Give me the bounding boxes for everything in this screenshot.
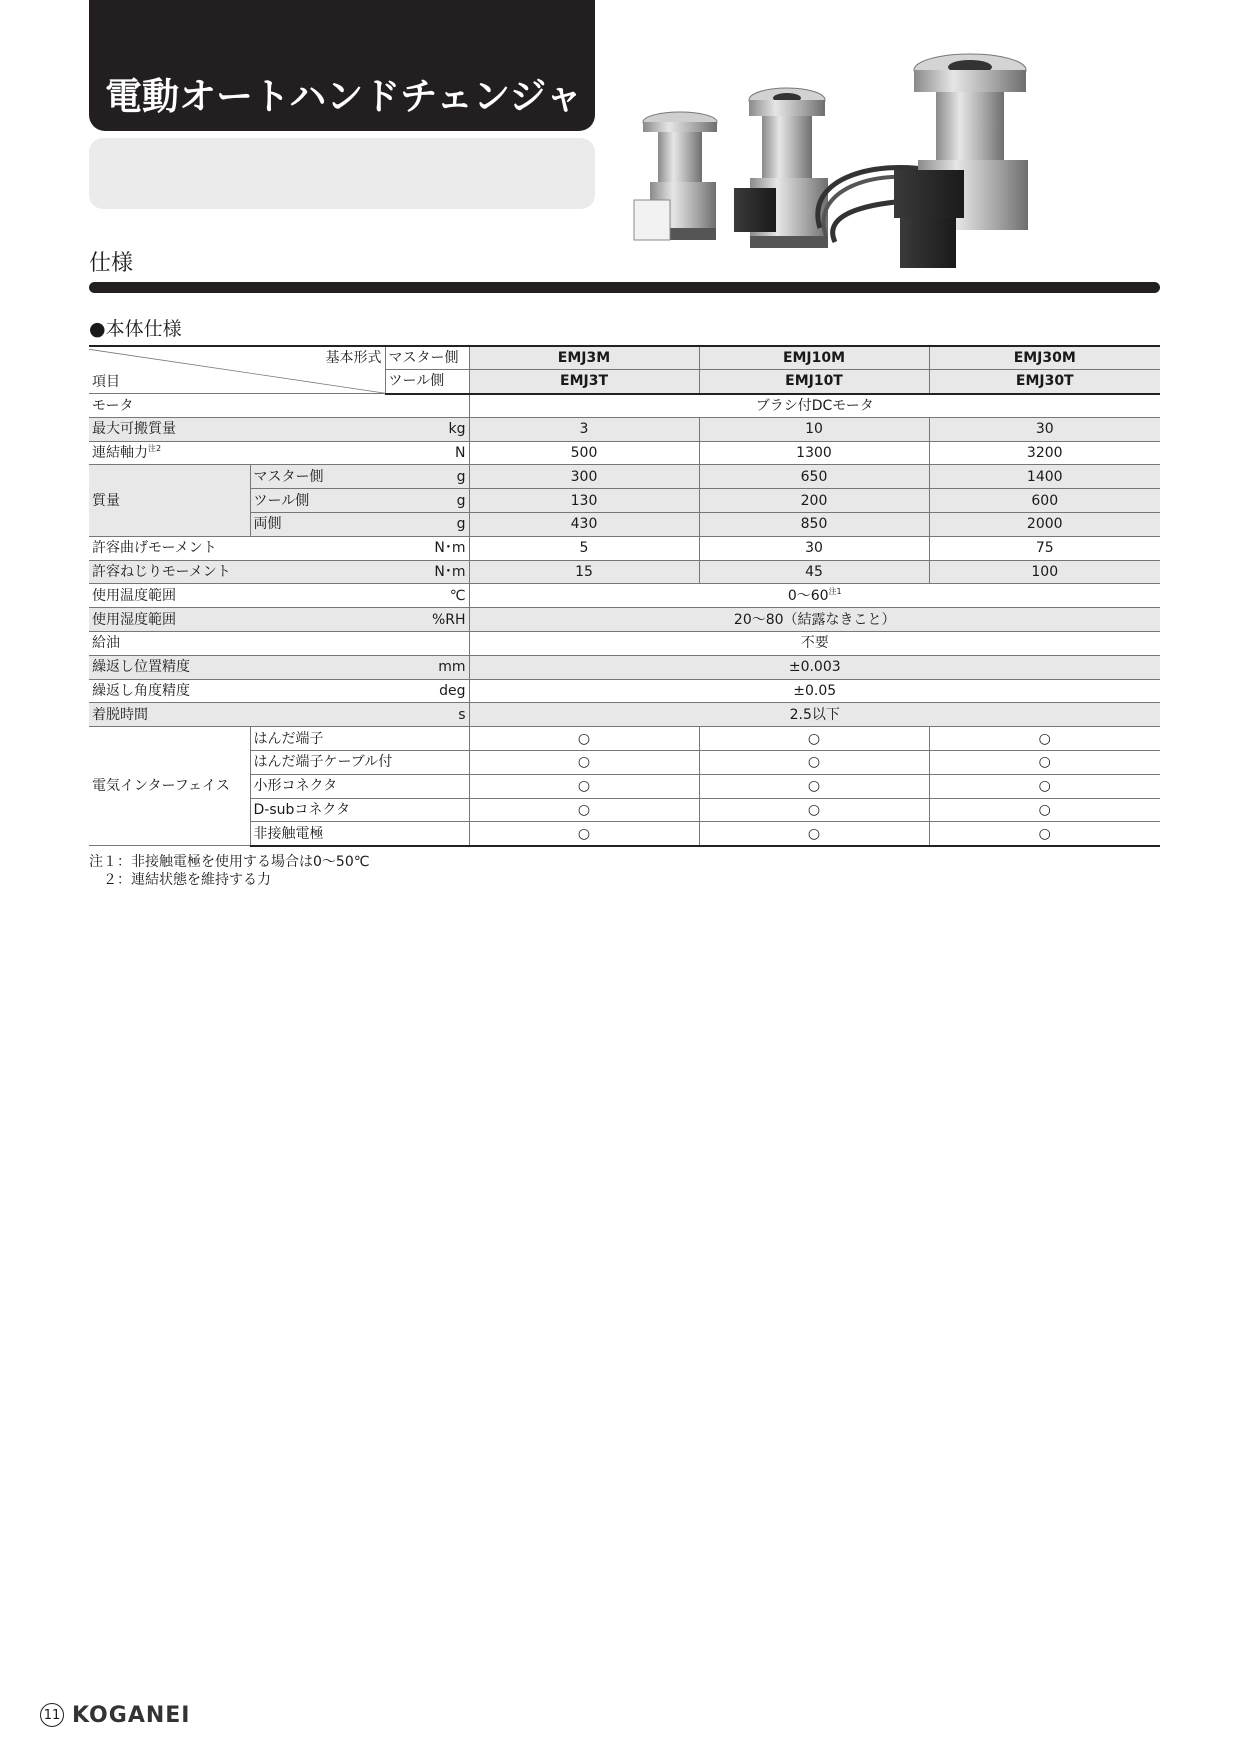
cell-value: ○ xyxy=(929,774,1160,798)
master-model: EMJ10M xyxy=(699,346,929,370)
cell-value: 850 xyxy=(699,513,929,537)
row-mass-both xyxy=(89,513,1160,537)
section-heading: 仕様 xyxy=(89,251,134,276)
row-mass-tool xyxy=(89,489,1160,513)
row-value: ブラシ付DCモータ xyxy=(469,394,1160,418)
cell-value: ○ xyxy=(469,751,699,775)
row-value: 0～60$^{注1}$ xyxy=(469,584,1160,608)
page-number: 11 xyxy=(40,1703,64,1727)
tool-model: EMJ10T xyxy=(699,370,929,394)
product-medium xyxy=(734,88,828,248)
row-sublabel: D-subコネクタ xyxy=(250,798,469,822)
row-interface-solder xyxy=(89,727,1160,751)
row-label: 着脱時間 xyxy=(89,703,385,727)
cell-value: 1300 xyxy=(699,441,929,465)
footnote: ２：連結状態を維持する力 xyxy=(89,872,271,888)
cell-value: ○ xyxy=(929,751,1160,775)
row-unit: ℃ xyxy=(385,584,469,608)
row-unit: g xyxy=(385,489,469,513)
cell-value: ○ xyxy=(929,822,1160,846)
row-unit: N･m xyxy=(385,560,469,584)
brand-logo: KOGANEI xyxy=(72,1702,191,1728)
header-row-master xyxy=(89,346,1160,370)
header-diagonal-cell xyxy=(89,346,385,394)
row-sublabel: マスター側 xyxy=(250,465,385,489)
cell-value: 75 xyxy=(929,536,1160,560)
interface-group-label: 電気インターフェイス xyxy=(89,727,250,846)
note-ref: 注1 xyxy=(828,586,842,596)
row-unit: N xyxy=(385,441,469,465)
row-value: 不要 xyxy=(469,632,1160,656)
cell-value: ○ xyxy=(469,798,699,822)
subtitle-box xyxy=(89,138,595,209)
row-label: 許容ねじりモーメント xyxy=(89,560,385,584)
row-interface-contactless xyxy=(89,822,1160,846)
cell-value: 600 xyxy=(929,489,1160,513)
row-unit: mm xyxy=(385,655,469,679)
row-unit: %RH xyxy=(385,608,469,632)
row-humidity xyxy=(89,608,1160,632)
cell-value: ○ xyxy=(699,751,929,775)
tool-model: EMJ30T xyxy=(929,370,1160,394)
cell-value: 30 xyxy=(699,536,929,560)
row-label: 使用湿度範囲 xyxy=(89,608,385,632)
row-angle-repeat xyxy=(89,679,1160,703)
cell-value: 10 xyxy=(699,417,929,441)
row-label: 連結軸力$^{注2}$ xyxy=(89,441,385,465)
cell-value: 3 xyxy=(469,417,699,441)
cell-value: ○ xyxy=(699,727,929,751)
tool-model: EMJ3T xyxy=(469,370,699,394)
row-value: ±0.05 xyxy=(469,679,1160,703)
cell-value: 130 xyxy=(469,489,699,513)
row-unit: N･m xyxy=(385,536,469,560)
row-unit: g xyxy=(385,465,469,489)
row-sublabel: はんだ端子 xyxy=(250,727,469,751)
cell-value: 650 xyxy=(699,465,929,489)
cell-value: ○ xyxy=(699,774,929,798)
row-sublabel: 両側 xyxy=(250,513,385,537)
row-position-repeat xyxy=(89,655,1160,679)
row-label: 使用温度範囲 xyxy=(89,584,385,608)
row-unit: s xyxy=(385,703,469,727)
page-title: 電動オートハンドチェンジャ xyxy=(105,75,583,118)
row-axial-force xyxy=(89,441,1160,465)
row-interface-dsub xyxy=(89,798,1160,822)
cell-value: 100 xyxy=(929,560,1160,584)
cell-value: 2000 xyxy=(929,513,1160,537)
product-image xyxy=(630,50,1170,280)
cell-value: 5 xyxy=(469,536,699,560)
row-label: モータ xyxy=(89,394,469,418)
cell-value: 15 xyxy=(469,560,699,584)
cell-value: 500 xyxy=(469,441,699,465)
master-model: EMJ30M xyxy=(929,346,1160,370)
mass-group-label: 質量 xyxy=(89,465,250,536)
section-divider xyxy=(89,282,1160,293)
row-torsion-moment xyxy=(89,560,1160,584)
row-mass-master xyxy=(89,465,1160,489)
row-label: 給油 xyxy=(89,632,469,656)
cell-value: ○ xyxy=(929,798,1160,822)
row-sublabel: 小形コネクタ xyxy=(250,774,469,798)
cell-value: 300 xyxy=(469,465,699,489)
cell-value: ○ xyxy=(469,727,699,751)
row-label: 最大可搬質量 xyxy=(89,417,385,441)
title-banner xyxy=(89,0,595,131)
cell-value: 45 xyxy=(699,560,929,584)
row-lubrication xyxy=(89,632,1160,656)
footnote: 注１：非接触電極を使用する場合は0～50℃ xyxy=(89,854,370,870)
basic-model-label: 基本形式 xyxy=(325,350,382,366)
cell-value: 30 xyxy=(929,417,1160,441)
cell-value: ○ xyxy=(929,727,1160,751)
row-label: 繰返し位置精度 xyxy=(89,655,385,679)
row-unit: kg xyxy=(385,417,469,441)
product-large xyxy=(818,54,1028,268)
tool-side-label: ツール側 xyxy=(385,370,469,394)
cell-value: ○ xyxy=(469,822,699,846)
row-label: 繰返し角度精度 xyxy=(89,679,385,703)
row-interface-small-connector xyxy=(89,774,1160,798)
cell-value: 1400 xyxy=(929,465,1160,489)
footnotes xyxy=(89,853,369,889)
row-label: 許容曲げモーメント xyxy=(89,536,385,560)
cell-value: ○ xyxy=(699,822,929,846)
row-interface-solder-cable xyxy=(89,751,1160,775)
row-temperature xyxy=(89,584,1160,608)
cell-value: 3200 xyxy=(929,441,1160,465)
master-model: EMJ3M xyxy=(469,346,699,370)
row-unit: g xyxy=(385,513,469,537)
row-bending-moment xyxy=(89,536,1160,560)
row-sublabel: はんだ端子ケーブル付 xyxy=(250,751,469,775)
note-ref: 注2 xyxy=(148,444,162,454)
row-payload xyxy=(89,417,1160,441)
row-sublabel: 非接触電極 xyxy=(250,822,469,846)
row-unit: deg xyxy=(385,679,469,703)
cell-value: 200 xyxy=(699,489,929,513)
sub-heading: ●本体仕様 xyxy=(89,318,182,340)
row-sublabel: ツール側 xyxy=(250,489,385,513)
row-value: 20～80（結露なきこと） xyxy=(469,608,1160,632)
cell-value: ○ xyxy=(469,774,699,798)
row-value: ±0.003 xyxy=(469,655,1160,679)
cell-value: 430 xyxy=(469,513,699,537)
row-value: 2.5以下 xyxy=(469,703,1160,727)
page-footer xyxy=(40,1700,190,1730)
master-side-label: マスター側 xyxy=(385,346,469,370)
cell-value: ○ xyxy=(699,798,929,822)
item-label: 項目 xyxy=(92,374,120,391)
row-swap-time xyxy=(89,703,1160,727)
product-small xyxy=(634,112,717,240)
row-motor xyxy=(89,394,1160,418)
spec-table xyxy=(89,345,1160,847)
